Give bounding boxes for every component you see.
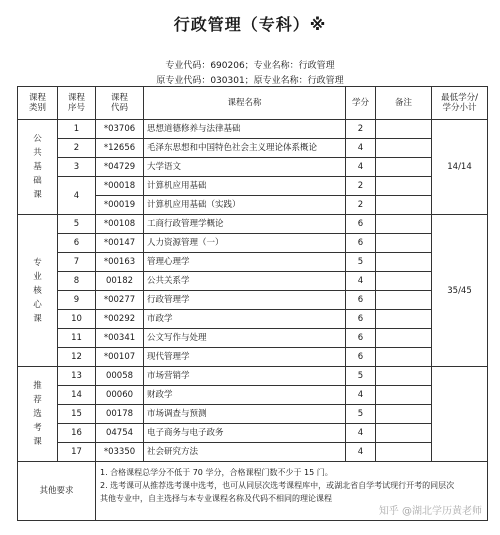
seq-cell: 12 <box>58 348 96 367</box>
original-major-code-line: 原专业代码：030301；原专业名称：行政管理 <box>156 76 344 86</box>
remark-cell <box>376 215 432 234</box>
category-cell: 公 共 基 础 课 <box>18 120 58 215</box>
table-row <box>18 215 488 234</box>
table-row <box>18 291 488 310</box>
remark-cell <box>376 177 432 196</box>
course-name-cell: 社会研究方法 <box>144 443 346 462</box>
course-code-cell: *00019 <box>96 196 144 215</box>
credit-cell: 5 <box>346 367 376 386</box>
header-code: 课程 代码 <box>96 87 144 120</box>
course-name-cell: 管理心理学 <box>144 253 346 272</box>
table-header-row <box>18 87 488 120</box>
course-code-cell: *00341 <box>96 329 144 348</box>
seq-cell: 2 <box>58 139 96 158</box>
requirement-line: 2. 选考课可从推荐选考课中选考，也可从同层次选考课程库中，或湖北省自学考试现行开考的同层次 <box>100 481 455 490</box>
remark-cell <box>376 272 432 291</box>
table-row <box>18 424 488 443</box>
table-row <box>18 139 488 158</box>
seq-cell: 5 <box>58 215 96 234</box>
remark-cell <box>376 120 432 139</box>
course-code-cell: *00163 <box>96 253 144 272</box>
table-row <box>18 272 488 291</box>
course-name-cell: 计算机应用基础 <box>144 177 346 196</box>
credit-cell: 4 <box>346 443 376 462</box>
remark-cell <box>376 348 432 367</box>
credit-cell: 2 <box>346 120 376 139</box>
remark-cell <box>376 367 432 386</box>
course-code-cell: *00108 <box>96 215 144 234</box>
min-credit-cell <box>432 367 488 462</box>
remark-cell <box>376 234 432 253</box>
credit-cell: 4 <box>346 139 376 158</box>
course-code-cell: *04729 <box>96 158 144 177</box>
course-code-cell: *00018 <box>96 177 144 196</box>
header-remark: 备注 <box>376 87 432 120</box>
credit-cell: 5 <box>346 253 376 272</box>
course-name-cell: 人力资源管理（一） <box>144 234 346 253</box>
other-requirements-label: 其他要求 <box>18 462 96 521</box>
course-name-cell: 思想道德修养与法律基础 <box>144 120 346 139</box>
course-table <box>17 86 488 521</box>
course-code-cell: *00277 <box>96 291 144 310</box>
credit-cell: 6 <box>346 291 376 310</box>
table-row <box>18 253 488 272</box>
table-row <box>18 405 488 424</box>
course-code-cell: *00107 <box>96 348 144 367</box>
requirement-line: 其他专业中，自主选择与本专业课程名称及代码不相同的理论课程 <box>100 494 332 503</box>
remark-cell <box>376 405 432 424</box>
table-row <box>18 443 488 462</box>
course-code-cell: 00182 <box>96 272 144 291</box>
category-cell: 推 荐 选 考 课 <box>18 367 58 462</box>
course-name-cell: 财政学 <box>144 386 346 405</box>
seq-cell: 17 <box>58 443 96 462</box>
seq-cell: 4 <box>58 177 96 215</box>
seq-cell: 15 <box>58 405 96 424</box>
course-name-cell: 市政学 <box>144 310 346 329</box>
course-name-cell: 行政管理学 <box>144 291 346 310</box>
remark-cell <box>376 291 432 310</box>
table-row <box>18 120 488 139</box>
header-category: 课程 类别 <box>18 87 58 120</box>
header-name: 课程名称 <box>144 87 346 120</box>
table-row <box>18 310 488 329</box>
course-name-cell: 市场营销学 <box>144 367 346 386</box>
credit-cell: 4 <box>346 272 376 291</box>
seq-cell: 10 <box>58 310 96 329</box>
seq-cell: 7 <box>58 253 96 272</box>
credit-cell: 4 <box>346 386 376 405</box>
course-code-cell: 00058 <box>96 367 144 386</box>
seq-cell: 13 <box>58 367 96 386</box>
credit-cell: 6 <box>346 234 376 253</box>
remark-cell <box>376 196 432 215</box>
course-name-cell: 毛泽东思想和中国特色社会主义理论体系概论 <box>144 139 346 158</box>
course-code-cell: *00292 <box>96 310 144 329</box>
min-credit-cell: 35/45 <box>432 215 488 367</box>
remark-cell <box>376 158 432 177</box>
credit-cell: 4 <box>346 158 376 177</box>
course-name-cell: 大学语文 <box>144 158 346 177</box>
course-code-cell: 00178 <box>96 405 144 424</box>
course-code-cell: *00147 <box>96 234 144 253</box>
credit-cell: 6 <box>346 329 376 348</box>
seq-cell: 6 <box>58 234 96 253</box>
credit-cell: 4 <box>346 424 376 443</box>
watermark: 知乎 @湖北学历黄老师 <box>378 506 482 517</box>
seq-cell: 9 <box>58 291 96 310</box>
remark-cell <box>376 310 432 329</box>
table-row <box>18 329 488 348</box>
course-name-cell: 公共关系学 <box>144 272 346 291</box>
remark-cell <box>376 386 432 405</box>
min-credit-cell: 14/14 <box>432 120 488 215</box>
credit-cell: 6 <box>346 215 376 234</box>
credit-cell: 6 <box>346 310 376 329</box>
course-name-cell: 工商行政管理学概论 <box>144 215 346 234</box>
table-row <box>18 158 488 177</box>
table-row <box>18 177 488 196</box>
seq-cell: 11 <box>58 329 96 348</box>
table-row <box>18 234 488 253</box>
credit-cell: 6 <box>346 348 376 367</box>
remark-cell <box>376 424 432 443</box>
course-name-cell: 计算机应用基础（实践） <box>144 196 346 215</box>
course-name-cell: 市场调查与预测 <box>144 405 346 424</box>
credit-cell: 2 <box>346 177 376 196</box>
course-code-cell: 00060 <box>96 386 144 405</box>
major-code-line: 专业代码：690206；专业名称：行政管理 <box>165 61 335 71</box>
header-credit: 学分 <box>346 87 376 120</box>
course-code-cell: 04754 <box>96 424 144 443</box>
table-row <box>18 348 488 367</box>
category-cell: 专 业 核 心 课 <box>18 215 58 367</box>
course-name-cell: 电子商务与电子政务 <box>144 424 346 443</box>
seq-cell: 3 <box>58 158 96 177</box>
page-title: 行政管理（专科）※ <box>173 15 327 34</box>
credit-cell: 5 <box>346 405 376 424</box>
credit-cell: 2 <box>346 196 376 215</box>
course-name-cell: 公文写作与处理 <box>144 329 346 348</box>
seq-cell: 8 <box>58 272 96 291</box>
remark-cell <box>376 443 432 462</box>
course-code-cell: *03706 <box>96 120 144 139</box>
requirement-line: 1. 合格课程总学分不低于 70 学分，合格课程门数不少于 15 门。 <box>100 468 333 477</box>
course-name-cell: 现代管理学 <box>144 348 346 367</box>
seq-cell: 16 <box>58 424 96 443</box>
table-row <box>18 367 488 386</box>
remark-cell <box>376 329 432 348</box>
course-code-cell: *03350 <box>96 443 144 462</box>
seq-cell: 14 <box>58 386 96 405</box>
remark-cell <box>376 139 432 158</box>
remark-cell <box>376 253 432 272</box>
header-seq: 课程 序号 <box>58 87 96 120</box>
header-min-credit: 最低学分/ 学分小计 <box>432 87 488 120</box>
seq-cell: 1 <box>58 120 96 139</box>
table-row <box>18 386 488 405</box>
course-code-cell: *12656 <box>96 139 144 158</box>
